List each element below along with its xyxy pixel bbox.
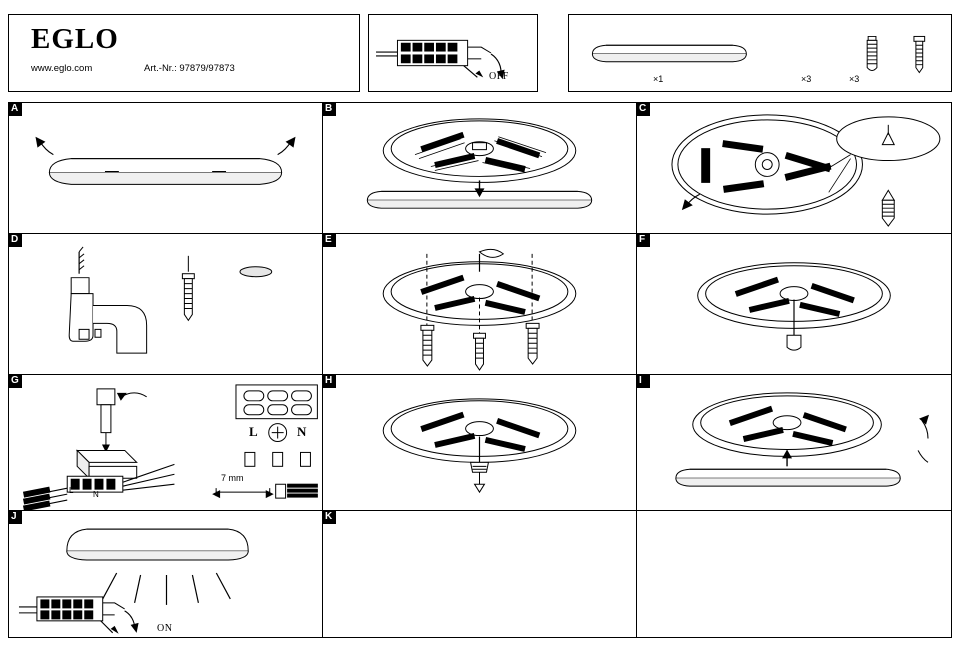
strip-length-label: 7 mm (221, 473, 244, 483)
on-label: ON (157, 623, 173, 634)
terminal-label-l: L (249, 424, 258, 439)
brand-website: www.eglo.com (31, 63, 93, 74)
step-letter-e: E (325, 234, 332, 245)
step-cell-d (9, 234, 323, 375)
brand-box (8, 14, 360, 92)
power-off-box (368, 14, 538, 92)
step-cell-a (9, 103, 323, 234)
part-quantity-plug: ×3 (801, 74, 812, 84)
step-cell-e (323, 234, 637, 375)
step-letter-c: C (639, 103, 647, 114)
step-letter-h: H (325, 375, 333, 386)
step-cell-g (9, 375, 323, 511)
off-label: OFF (489, 71, 509, 82)
step-letter-g: G (11, 375, 19, 386)
step-cell-f (637, 234, 951, 375)
part-quantity-panel: ×1 (653, 74, 664, 84)
step-cell-k (323, 511, 637, 638)
terminal-label-n: N (297, 424, 307, 439)
step-letter-b: B (325, 103, 333, 114)
step-d-illustration (9, 234, 322, 374)
parts-illustration (569, 15, 951, 91)
step-cell-b (323, 103, 637, 234)
step-g-illustration (9, 375, 322, 510)
step-b-illustration (323, 103, 636, 233)
step-h-illustration (323, 375, 636, 510)
step-j-illustration (9, 511, 322, 638)
step-letter-i: I (639, 375, 642, 386)
step-f-illustration (637, 234, 951, 374)
wire-label-n: N (93, 490, 99, 499)
brand-logo: EGLO (31, 23, 119, 55)
step-i-illustration (637, 375, 951, 510)
step-cell-i (637, 375, 951, 511)
step-cell-c (637, 103, 951, 234)
step-e-illustration (323, 234, 636, 374)
step-letter-f: F (639, 234, 646, 245)
step-c-illustration (637, 103, 951, 233)
step-letter-d: D (11, 234, 19, 245)
step-letter-a: A (11, 103, 19, 114)
step-letter-k: K (325, 511, 333, 522)
step-letter-j: J (11, 511, 17, 522)
steps-grid (8, 102, 952, 638)
step-cell-j (9, 511, 323, 638)
part-quantity-screw: ×3 (849, 74, 860, 84)
step-cell-h (323, 375, 637, 511)
terminal-block-power-off-icon (369, 15, 537, 91)
article-number: Art.-Nr.: 97879/97873 (144, 63, 235, 74)
parts-box (568, 14, 952, 92)
empty-cell (637, 511, 951, 638)
step-a-illustration (9, 103, 322, 233)
wire-label-l: L (69, 486, 74, 495)
step-tab-k (323, 511, 336, 524)
